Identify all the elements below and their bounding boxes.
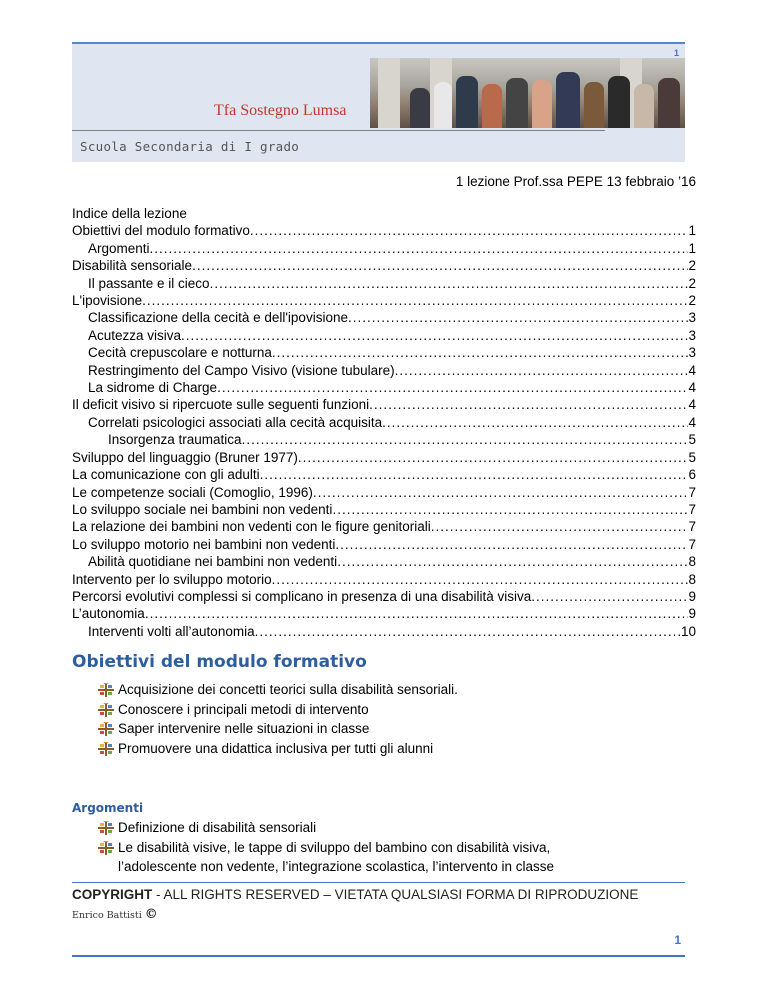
section-heading-obiettivi: Obiettivi del modulo formativo xyxy=(72,652,367,672)
toc-entry-page: 9 xyxy=(688,606,696,622)
list-item-text: Le disabilità visive, le tappe di sviluppo del bambino con disabilità visiva, xyxy=(118,839,551,855)
toc-entry-label: La comunicazione con gli adulti xyxy=(72,467,260,483)
toc-entry-label: Lo sviluppo motorio nei bambini non vedenti xyxy=(72,536,336,552)
footer-page-number: 1 xyxy=(674,933,681,947)
arrow-cross-bullet-icon xyxy=(98,683,114,697)
toc-leader-dots xyxy=(150,240,689,257)
arrow-cross-bullet-icon xyxy=(98,703,114,717)
toc-entry-label: L'ipovisione xyxy=(72,293,143,309)
toc-entry-page: 4 xyxy=(688,380,696,396)
table-of-contents xyxy=(72,205,696,640)
list-item xyxy=(98,739,458,759)
list-item-text: Promuovere una didattica inclusiva per tutti gli alunni xyxy=(118,740,434,756)
toc-entry-label: Intervento per lo sviluppo motorio xyxy=(72,571,272,587)
toc-entry-label: Cecità crepuscolare e notturna xyxy=(88,345,272,361)
toc-entry-page: 1 xyxy=(688,223,696,239)
toc-entry[interactable] xyxy=(72,396,696,413)
toc-entry-label: Abilità quotidiane nei bambini non vedenti xyxy=(88,554,338,570)
toc-entry-page: 4 xyxy=(688,397,696,413)
header-subtitle: Scuola Secondaria di I grado xyxy=(80,139,300,154)
section-heading-argomenti: Argomenti xyxy=(72,801,144,815)
toc-entry-page: 10 xyxy=(680,623,696,639)
toc-leader-dots xyxy=(369,396,688,413)
toc-entry-page: 7 xyxy=(688,536,696,552)
toc-entry-label: La relazione dei bambini non vedenti con le figure genitoriali xyxy=(72,519,431,535)
toc-entry-label: Obiettivi del modulo formativo xyxy=(72,223,250,239)
toc-entry-label: Le competenze sociali (Comoglio, 1996) xyxy=(72,484,313,500)
toc-entry[interactable] xyxy=(72,222,696,239)
toc-leader-dots xyxy=(395,362,689,379)
toc-entry-label: Il passante e il cieco xyxy=(88,275,210,291)
toc-leader-dots xyxy=(382,414,688,431)
list-item-text: Conoscere i principali metodi di intervento xyxy=(118,701,369,717)
header-page-number: 1 xyxy=(673,48,679,58)
toc-entry-page: 5 xyxy=(688,449,696,465)
toc-entry[interactable] xyxy=(72,588,696,605)
toc-entry-page: 8 xyxy=(688,554,696,570)
toc-leader-dots xyxy=(250,222,689,239)
toc-entry[interactable] xyxy=(72,623,696,640)
toc-entry-page: 7 xyxy=(688,519,696,535)
toc-entry-label: Interventi volti all’autonomia xyxy=(88,623,255,639)
toc-entry-label: Restringimento del Campo Visivo (visione tubulare) xyxy=(88,362,395,378)
toc-entry-label: Percorsi evolutivi complessi si complicano in presenza di una disabilità visiva xyxy=(72,588,532,604)
toc-leader-dots xyxy=(431,518,689,535)
toc-entry-page: 7 xyxy=(688,484,696,500)
toc-leader-dots xyxy=(298,449,689,466)
toc-entry[interactable] xyxy=(72,240,696,257)
toc-entry-page: 7 xyxy=(688,501,696,517)
toc-entry-page: 3 xyxy=(688,310,696,326)
toc-leader-dots xyxy=(332,501,688,518)
arrow-cross-bullet-icon xyxy=(98,841,114,855)
toc-entry[interactable] xyxy=(72,327,696,344)
toc-entry-page: 6 xyxy=(688,467,696,483)
toc-entry-label: L’autonomia xyxy=(72,606,145,622)
page-footer xyxy=(72,882,685,957)
toc-leader-dots xyxy=(335,536,688,553)
toc-entry[interactable] xyxy=(72,605,696,622)
toc-entry-label: Argomenti xyxy=(88,240,150,256)
footer-copyright xyxy=(72,887,638,902)
list-item-text: Saper intervenire nelle situazioni in classe xyxy=(118,721,370,737)
toc-entry-label: Correlati psicologici associati alla cecità acquisita xyxy=(88,414,383,430)
list-item xyxy=(98,700,458,720)
toc-entry[interactable] xyxy=(72,449,696,466)
arrow-cross-bullet-icon xyxy=(98,722,114,736)
toc-entry[interactable] xyxy=(72,257,696,274)
list-item-text: Definizione di disabilità sensoriali xyxy=(118,820,317,835)
toc-leader-dots xyxy=(260,466,689,483)
header-divider xyxy=(72,130,605,131)
copyright-label: COPYRIGHT xyxy=(72,887,153,902)
copyright-symbol: © xyxy=(144,907,158,922)
toc-entry[interactable] xyxy=(72,466,696,483)
copyright-text: - ALL RIGHTS RESERVED – VIETATA QUALSIASI FORMA DI RIPRODUZIONE xyxy=(152,887,639,902)
lesson-info: 1 lezione Prof.ssa PEPE 13 febbraio ’16 xyxy=(455,174,696,189)
toc-leader-dots xyxy=(531,588,688,605)
toc-entry-label: Sviluppo del linguaggio (Bruner 1977) xyxy=(72,449,298,465)
toc-entry-label: Acutezza visiva xyxy=(88,327,182,343)
toc-entry-page: 2 xyxy=(688,258,696,274)
toc-entry-page: 2 xyxy=(688,293,696,309)
toc-entry-label: Lo sviluppo sociale nei bambini non vedenti xyxy=(72,501,333,517)
toc-entry[interactable] xyxy=(72,362,696,379)
toc-entry-label: La sidrome di Charge xyxy=(88,380,218,396)
list-item xyxy=(98,818,554,838)
header-banner xyxy=(72,42,685,162)
toc-title: Indice della lezione xyxy=(72,206,187,221)
toc-entry[interactable] xyxy=(72,309,696,326)
toc-leader-dots xyxy=(181,327,688,344)
toc-entry-page: 3 xyxy=(688,345,696,361)
list-item xyxy=(98,838,554,858)
list-item-text: l’adolescente non vedente, l’integrazione scolastica, l’intervento in classe xyxy=(118,859,555,875)
toc-leader-dots xyxy=(255,623,681,640)
toc-entry-page: 3 xyxy=(688,327,696,343)
toc-entry-page: 2 xyxy=(688,275,696,291)
toc-entry-page: 5 xyxy=(688,432,696,448)
toc-entry[interactable] xyxy=(72,379,696,396)
toc-entry[interactable] xyxy=(72,553,696,570)
group-photo xyxy=(370,58,685,128)
toc-entry[interactable] xyxy=(72,484,696,501)
header-title: Tfa Sostegno Lumsa xyxy=(214,102,347,119)
toc-leader-dots xyxy=(337,553,688,570)
toc-entry[interactable] xyxy=(72,414,696,431)
toc-leader-dots xyxy=(348,309,689,326)
objectives-list xyxy=(98,680,458,758)
list-item xyxy=(98,719,458,739)
list-item xyxy=(98,680,458,700)
toc-entry[interactable] xyxy=(72,344,696,361)
toc-entry[interactable] xyxy=(72,536,696,553)
toc-entry-page: 1 xyxy=(688,240,696,256)
toc-entry[interactable] xyxy=(72,501,696,518)
toc-entry-label: Disabilità sensoriale xyxy=(72,258,193,274)
toc-leader-dots xyxy=(210,275,689,292)
toc-entry[interactable] xyxy=(72,571,696,588)
toc-entry-page: 4 xyxy=(688,362,696,378)
toc-leader-dots xyxy=(313,484,689,501)
toc-leader-dots xyxy=(272,571,689,588)
toc-entry[interactable] xyxy=(72,292,696,309)
toc-entry-page: 8 xyxy=(688,571,696,587)
toc-leader-dots xyxy=(142,292,688,309)
topics-list xyxy=(98,818,554,877)
toc-leader-dots xyxy=(272,344,689,361)
toc-entry-page: 9 xyxy=(688,588,696,604)
toc-entry-label: Il deficit visivo si ripercuote sulle seguenti funzioni xyxy=(72,397,370,413)
toc-entry[interactable] xyxy=(72,431,696,448)
arrow-cross-bullet-icon xyxy=(98,821,114,835)
list-item xyxy=(98,857,554,877)
toc-entry[interactable] xyxy=(72,275,696,292)
arrow-cross-bullet-icon xyxy=(98,742,114,756)
toc-entry[interactable] xyxy=(72,518,696,535)
toc-leader-dots xyxy=(145,605,689,622)
author-name: Enrico Battisti xyxy=(72,910,142,921)
footer-author xyxy=(72,907,158,922)
toc-leader-dots xyxy=(192,257,688,274)
toc-entry-label: Insorgenza traumatica xyxy=(108,432,242,448)
toc-leader-dots xyxy=(242,431,689,448)
toc-entry-page: 4 xyxy=(688,414,696,430)
toc-entry-label: Classificazione della cecità e dell'ipovisione xyxy=(88,310,348,326)
list-item-text: Acquisizione dei concetti teorici sulla disabilità sensoriali. xyxy=(118,682,458,697)
toc-leader-dots xyxy=(217,379,688,396)
